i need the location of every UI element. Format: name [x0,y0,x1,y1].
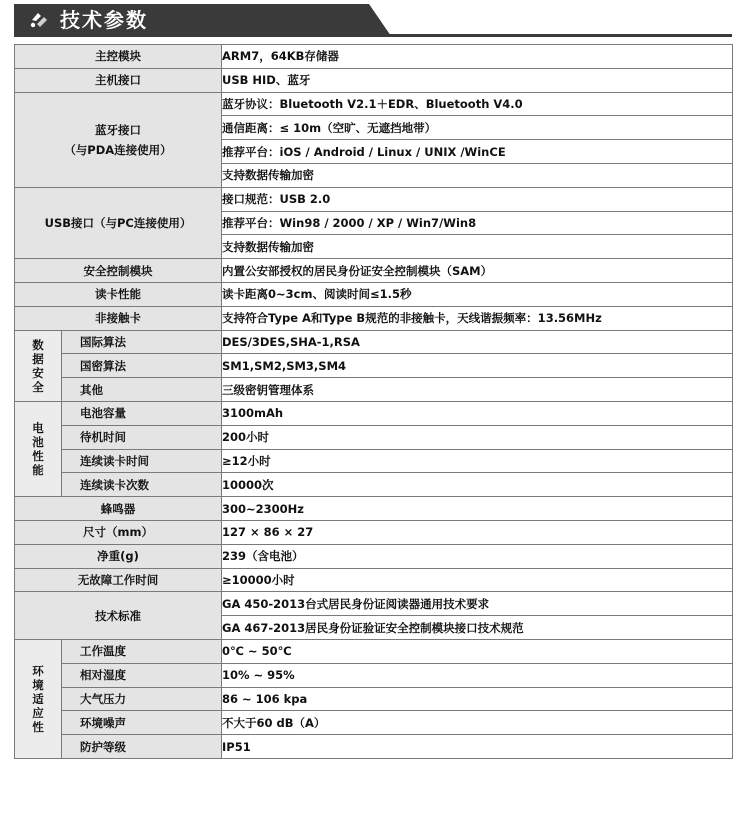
table-row [15,568,733,592]
table-row [15,520,733,544]
row-value-main-module: ARM7，64KB存储器 [222,45,733,69]
table-row [15,497,733,521]
row-label-humidity: 相对湿度 [62,663,222,687]
row-value-national-algorithms: SM1,SM2,SM3,SM4 [222,354,733,378]
row-label-main-module: 主控模块 [15,45,222,69]
table-row [15,378,733,402]
row-label-pressure: 大气压力 [62,687,222,711]
standard-ga450: GA 450-2013台式居民身份证阅读器通用技术要求 [222,592,733,616]
table-row [15,330,733,354]
table-row [15,68,733,92]
row-label-contactless: 非接触卡 [15,306,222,330]
row-label-standards: 技术标准 [15,592,222,640]
row-label-buzzer: 蜂鸣器 [15,497,222,521]
spec-table [14,44,733,759]
table-row [15,687,733,711]
standard-ga467: GA 467-2013居民身份证验证安全控制模块接口技术规范 [222,616,733,640]
row-label-working-temp: 工作温度 [62,639,222,663]
usb-spec: 接口规范：USB 2.0 [222,187,733,211]
table-row [15,592,733,616]
bluetooth-label: 蓝牙接口 [95,122,141,137]
group-label-battery: 电池性能 [32,421,44,478]
group-data-security [15,330,62,401]
group-label-environment: 环境适应性 [32,663,44,734]
table-row [15,187,733,211]
bluetooth-range: 通信距离：≤ 10m（空旷、无遮挡地带） [222,116,733,140]
row-value-contactless: 支持符合Type A和Type B规范的非接触卡，天线谐振频率：13.56MHz [222,306,733,330]
table-row [15,544,733,568]
row-value-other: 三级密钥管理体系 [222,378,733,402]
row-label-host-interface: 主机接口 [15,68,222,92]
table-row [15,282,733,306]
row-value-mtbf: ≥10000小时 [222,568,733,592]
row-value-read-performance: 读卡距离0~3cm、阅读时间≤1.5秒 [222,282,733,306]
table-row [15,711,733,735]
table-row [15,473,733,497]
bluetooth-platforms: 推荐平台：iOS / Android / Linux / UNIX /WinCE [222,140,733,164]
row-value-pressure: 86 ~ 106 kpa [222,687,733,711]
table-row [15,449,733,473]
page-title: 技术参数 [60,8,148,32]
row-label-security-module: 安全控制模块 [15,259,222,283]
row-label-intl-algorithms: 国际算法 [62,330,222,354]
group-environment [15,639,62,758]
row-label-continuous-read-count: 连续读卡次数 [62,473,222,497]
row-value-battery-capacity: 3100mAh [222,401,733,425]
bluetooth-encryption: 支持数据传输加密 [222,163,733,187]
row-value-protection: IP51 [222,735,733,759]
row-value-security-module: 内置公安部授权的居民身份证安全控制模块（SAM） [222,259,733,283]
table-row [15,735,733,759]
row-value-working-temp: 0℃ ~ 50℃ [222,639,733,663]
row-value-weight: 239（含电池） [222,544,733,568]
row-label-read-performance: 读卡性能 [15,282,222,306]
row-value-size: 127 × 86 × 27 [222,520,733,544]
row-label-mtbf: 无故障工作时间 [15,568,222,592]
table-row [15,92,733,116]
row-value-standby-time: 200小时 [222,425,733,449]
table-row [15,425,733,449]
row-label-usb: USB接口（与PC连接使用） [15,187,222,258]
logo-icon [28,10,50,30]
usb-platforms: 推荐平台：Win98 / 2000 / XP / Win7/Win8 [222,211,733,235]
table-row [15,663,733,687]
row-label-other: 其他 [62,378,222,402]
row-label-standby-time: 待机时间 [62,425,222,449]
row-value-humidity: 10% ~ 95% [222,663,733,687]
section-header [14,4,732,38]
table-row [15,45,733,69]
row-value-continuous-read-count: 10000次 [222,473,733,497]
row-label-size: 尺寸（mm） [15,520,222,544]
row-value-host-interface: USB HID、蓝牙 [222,68,733,92]
row-label-national-algorithms: 国密算法 [62,354,222,378]
row-label-battery-capacity: 电池容量 [62,401,222,425]
row-label-weight: 净重(g) [15,544,222,568]
row-value-noise: 不大于60 dB（A） [222,711,733,735]
bluetooth-protocol: 蓝牙协议：Bluetooth V2.1＋EDR、Bluetooth V4.0 [222,92,733,116]
row-label-protection: 防护等级 [62,735,222,759]
table-row [15,306,733,330]
row-value-intl-algorithms: DES/3DES,SHA-1,RSA [222,330,733,354]
bluetooth-sublabel: （与PDA连接使用） [64,142,172,157]
row-label-noise: 环境噪声 [62,711,222,735]
table-row [15,354,733,378]
row-value-buzzer: 300~2300Hz [222,497,733,521]
group-battery [15,401,62,496]
row-label-bluetooth [15,92,222,187]
row-label-continuous-read-time: 连续读卡时间 [62,449,222,473]
group-label-data-security: 数据安全 [32,337,44,394]
row-value-continuous-read-time: ≥12小时 [222,449,733,473]
usb-encryption: 支持数据传输加密 [222,235,733,259]
table-row [15,639,733,663]
header-underline [14,34,732,37]
table-row [15,259,733,283]
table-row [15,401,733,425]
